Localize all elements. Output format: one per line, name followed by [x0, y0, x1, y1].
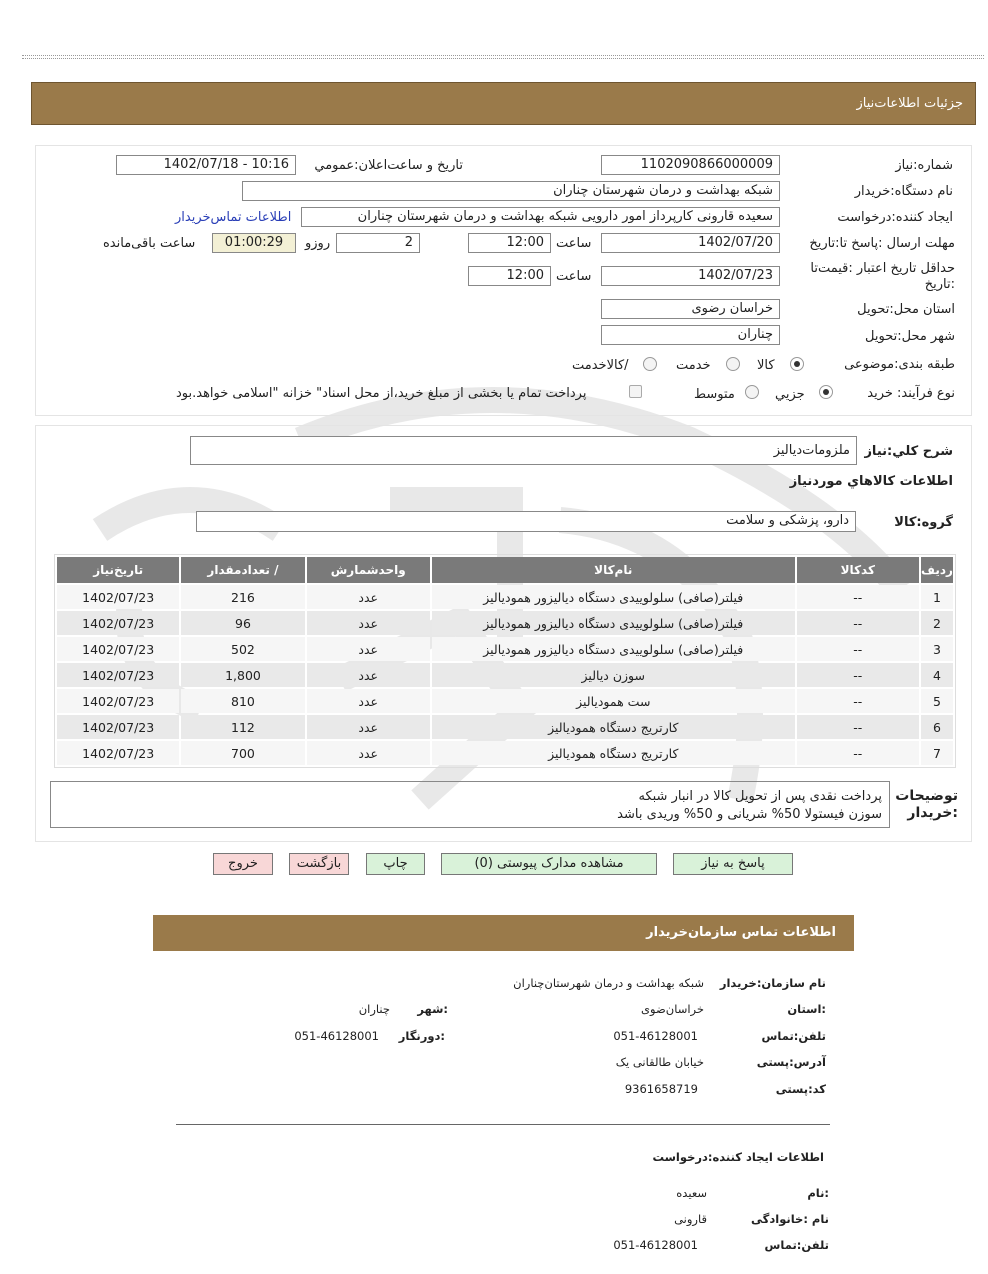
cell-code: --: [797, 637, 919, 661]
remaining-timer: 01:00:29: [212, 233, 296, 253]
province-label: استان محل:تحویل: [857, 302, 955, 317]
announce-label: تاریخ و ساعت‌اعلان:عمومي: [314, 158, 463, 173]
page-header: [31, 82, 976, 125]
cell-date: 1402/07/23: [57, 715, 179, 739]
col-header-qty: / تعدادمقدار: [181, 557, 304, 583]
contact-fax-value: 051-46128001: [294, 1029, 379, 1043]
cell-unit: عدد: [307, 715, 430, 739]
cell-date: 1402/07/23: [57, 637, 179, 661]
creator-section-title: اطلاعات ایجاد کننده:درخواست: [652, 1150, 824, 1164]
category-option-goods-service: /کالاخدمت: [572, 358, 629, 373]
contact-section-title: اطلاعات تماس سازمان‌خریدار: [646, 925, 836, 940]
category-radio-service[interactable]: [726, 357, 740, 371]
cell-unit: عدد: [307, 637, 430, 661]
table-row: [57, 715, 953, 739]
contact-province-value: خراسان‌ضوی: [641, 1002, 704, 1016]
cell-name: کارتریج دستگاه همودیالیز: [432, 741, 795, 765]
cell-name: ست همودیالیز: [432, 689, 795, 713]
page-header-title: جزئیات اطلاعات‌نیاز: [856, 96, 963, 111]
cell-name: فیلتر(صافی) سلولوییدی دستگاه دیالیزور همودیالیز: [432, 611, 795, 635]
cell-qty: 216: [181, 585, 304, 609]
col-header-name: نام‌کالا: [432, 557, 795, 583]
cell-row-number: 5: [921, 689, 953, 713]
days-label: روزو: [305, 236, 331, 251]
items-table: [55, 555, 955, 767]
cell-row-number: 7: [921, 741, 953, 765]
table-row: [57, 663, 953, 687]
contact-section-header: [153, 915, 854, 951]
cell-unit: عدد: [307, 585, 430, 609]
contact-fax-label: :دورنگار: [398, 1029, 445, 1043]
contact-org-label: نام سازمان:خریدار: [719, 976, 826, 990]
group-field: دارو، پزشکی و سلامت: [196, 511, 856, 532]
contact-postal-value: 9361658719: [624, 1082, 698, 1096]
col-header-date: تاریخ‌نیاز: [57, 557, 179, 583]
process-radio-medium[interactable]: [745, 385, 759, 399]
category-radio-goods[interactable]: [790, 357, 804, 371]
creator-name-value: سعیده: [676, 1186, 707, 1200]
city-field: چناران: [601, 325, 780, 345]
contact-phone-label: تلفن:تماس: [761, 1029, 826, 1043]
deadline-time-label: ساعت: [556, 236, 592, 251]
cell-unit: عدد: [307, 689, 430, 713]
cell-date: 1402/07/23: [57, 663, 179, 687]
cell-row-number: 4: [921, 663, 953, 687]
col-header-unit: واحدشمارش: [307, 557, 430, 583]
cell-row-number: 1: [921, 585, 953, 609]
cell-qty: 1,800: [181, 663, 304, 687]
table-row: [57, 689, 953, 713]
category-radio-goods-service[interactable]: [643, 357, 657, 371]
attachments-button[interactable]: مشاهده مدارک پیوستی (0): [441, 853, 657, 875]
validity-time-field: 12:00: [468, 266, 551, 286]
contact-phone-value: 051-46128001: [613, 1029, 698, 1043]
treasury-note: پرداخت تمام یا بخشی از مبلغ خرید،از محل اسناد" خزانه "اسلامی خواهد.بود: [176, 386, 587, 401]
exit-button[interactable]: خروج: [213, 853, 273, 875]
announce-field: 1402/07/18 - 10:16: [116, 155, 296, 175]
table-row: [57, 585, 953, 609]
creator-label: ایجاد کننده:درخواست: [837, 210, 953, 225]
cell-qty: 700: [181, 741, 304, 765]
items-table-wrapper: [54, 554, 956, 768]
creator-phone-label: تلفن:تماس: [764, 1238, 829, 1252]
cell-row-number: 3: [921, 637, 953, 661]
cell-qty: 112: [181, 715, 304, 739]
cell-date: 1402/07/23: [57, 585, 179, 609]
category-option-service: خدمت: [676, 358, 711, 373]
cell-name: فیلتر(صافی) سلولوییدی دستگاه دیالیزور همودیالیز: [432, 637, 795, 661]
cell-qty: 502: [181, 637, 304, 661]
cell-code: --: [797, 689, 919, 713]
creator-field: سعیده قارونی کارپرداز امور دارویی شبکه بهداشت و درمان شهرستان چناران: [301, 207, 780, 227]
cell-code: --: [797, 663, 919, 687]
category-option-goods: کالا: [757, 358, 775, 373]
cell-date: 1402/07/23: [57, 741, 179, 765]
cell-qty: 810: [181, 689, 304, 713]
treasury-checkbox[interactable]: [629, 385, 642, 398]
cell-unit: عدد: [307, 741, 430, 765]
contact-postal-label: کد:پستی: [775, 1082, 826, 1096]
buyer-field: شبکه بهداشت و درمان شهرستان چناران: [242, 181, 780, 201]
cell-code: --: [797, 585, 919, 609]
cell-code: --: [797, 741, 919, 765]
cell-row-number: 6: [921, 715, 953, 739]
deadline-label: مهلت ارسال :پاسخ تا:تاریخ: [809, 236, 955, 251]
col-header-code: کدکالا: [797, 557, 919, 583]
back-button[interactable]: بازگشت: [289, 853, 349, 875]
cell-code: --: [797, 611, 919, 635]
creator-name-label: :نام: [807, 1186, 829, 1200]
process-radio-partial[interactable]: [819, 385, 833, 399]
validity-date-field: 1402/07/23: [601, 266, 780, 286]
print-button[interactable]: چاپ: [366, 853, 425, 875]
top-divider: [22, 55, 984, 59]
buyer-notes-line2: سوزن فیستولا 50% شریانی و 50% وریدی باشد: [617, 807, 882, 822]
city-label: شهر محل:تحویل: [865, 329, 955, 344]
creator-family-label: نام :خانوادگی: [751, 1212, 829, 1226]
contact-divider: [176, 1124, 830, 1125]
remaining-label: ساعت باقی‌مانده: [103, 236, 196, 251]
goods-title: اطلاعات کالاهاي مورد‌نیاز: [789, 474, 953, 489]
contact-city-value: چناران: [358, 1002, 390, 1016]
table-row: [57, 741, 953, 765]
days-field: 2: [336, 233, 420, 253]
buyer-contact-link[interactable]: اطلاعات تماس‌خریدار: [175, 210, 292, 225]
cell-date: 1402/07/23: [57, 611, 179, 635]
cell-name: فیلتر(صافی) سلولوییدی دستگاه دیالیزور همودیالیز: [432, 585, 795, 609]
cell-code: --: [797, 715, 919, 739]
process-option-medium: متوسط: [694, 387, 735, 402]
cell-name: سوزن دیالیز: [432, 663, 795, 687]
buyer-notes-label: توضیحات :خریدار: [895, 788, 958, 821]
items-table-header: [57, 557, 953, 583]
cell-unit: عدد: [307, 611, 430, 635]
validity-time-label: ساعت: [556, 269, 592, 284]
buyer-notes-line1: پرداخت نقدی پس از تحویل کالا در انبار شبکه: [638, 789, 882, 804]
buyer-label: نام دستگاه:خریدار: [854, 184, 953, 199]
col-header-row: ردیف: [921, 557, 953, 583]
table-row: [57, 637, 953, 661]
summary-label: شرح کلي:نیاز: [864, 444, 953, 459]
deadline-time-field: 12:00: [468, 233, 551, 253]
process-option-partial: جزیي: [775, 387, 805, 402]
need-number-field: 1102090866000009: [601, 155, 780, 175]
group-label: گروه:کالا: [894, 515, 953, 530]
creator-phone-value: 051-46128001: [613, 1238, 698, 1252]
need-number-label: شماره:نیاز: [895, 158, 953, 173]
contact-address-label: آدرس:پستی: [756, 1055, 826, 1069]
summary-field: ملزومات‌دیالیز: [190, 436, 857, 465]
cell-qty: 96: [181, 611, 304, 635]
contact-org-value: شبکه بهداشت و درمان شهرستان‌چناران: [513, 976, 704, 990]
cell-unit: عدد: [307, 663, 430, 687]
cell-row-number: 2: [921, 611, 953, 635]
reply-button[interactable]: پاسخ به نیاز: [673, 853, 793, 875]
category-label: طبقه بندی:موضوعی: [844, 357, 955, 372]
cell-name: کارتریج دستگاه همودیالیز: [432, 715, 795, 739]
deadline-date-field: 1402/07/20: [601, 233, 780, 253]
process-label: نوع فرآیند: خرید: [867, 386, 955, 401]
buyer-notes-box: [50, 781, 890, 828]
table-row: [57, 611, 953, 635]
validity-label: حداقل تاریخ اعتبار :قیمت‌تا :تاریخ: [810, 261, 955, 292]
creator-family-value: قارونی: [674, 1212, 707, 1226]
contact-city-label: :شهر: [417, 1002, 448, 1016]
province-field: خراسان رضوی: [601, 299, 780, 319]
cell-date: 1402/07/23: [57, 689, 179, 713]
contact-province-label: :استان: [787, 1002, 826, 1016]
contact-address-value: خیابان طالقانی یک: [615, 1055, 704, 1069]
